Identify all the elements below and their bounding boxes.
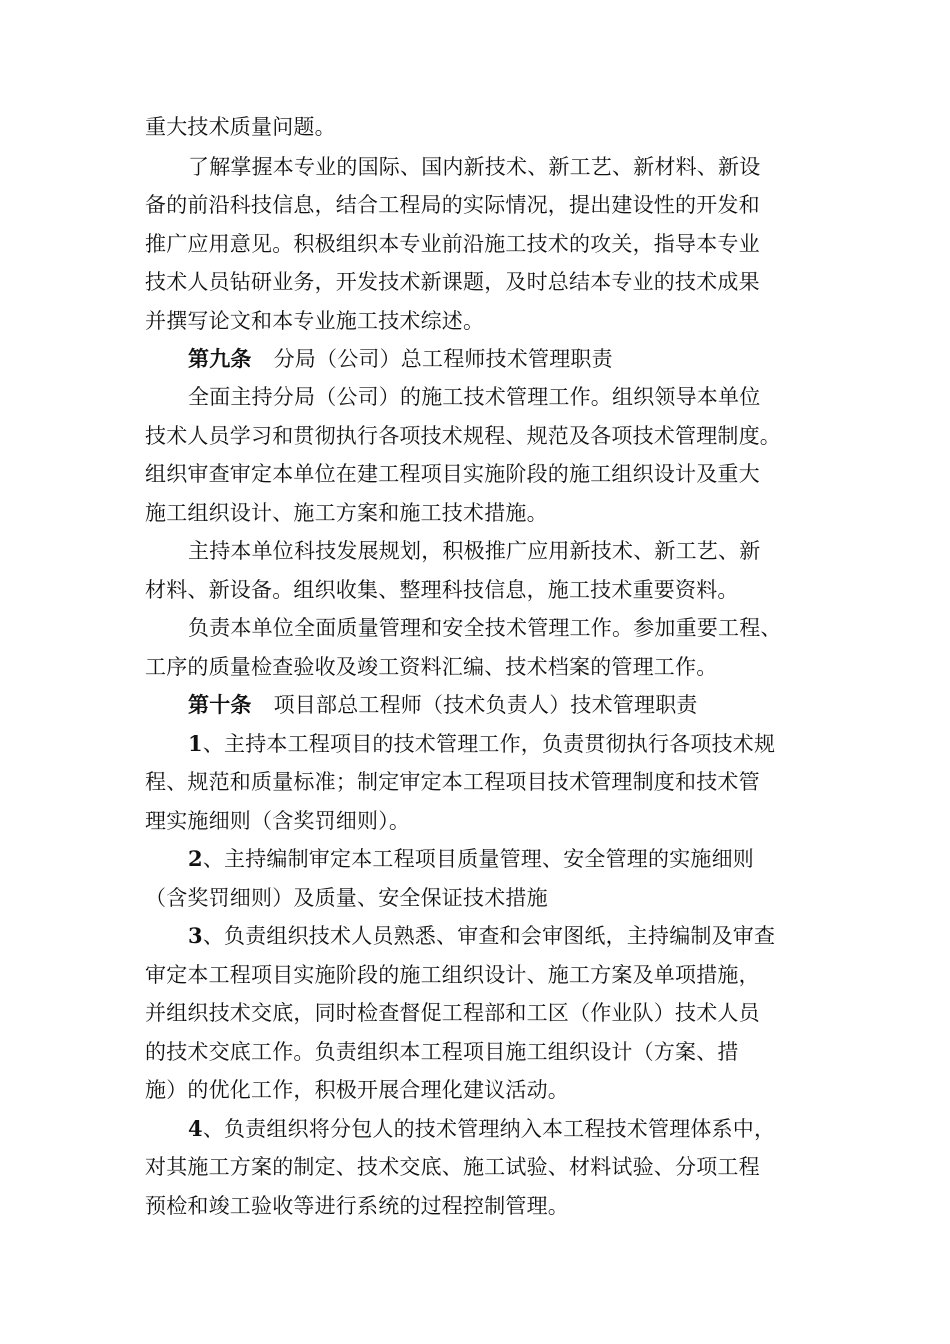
item-number: 1 [188,731,203,756]
article-10-heading [188,686,698,724]
paragraph-line: （含奖罚细则）及质量、安全保证技术措施 [145,886,548,910]
item-text: 、主持本工程项目的技术管理工作，负责贯彻执行各项技术规 [202,732,776,756]
numbered-item-line [188,725,775,763]
paragraph-line: 对其施工方案的制定、技术交底、施工试验、材料试验、分项工程 [145,1155,760,1179]
numbered-item-line [188,1110,775,1148]
paragraph-line: 施）的优化工作，积极开展合理化建议活动。 [145,1078,569,1102]
item-number: 4 [188,1116,203,1141]
paragraph-line: 主持本单位科技发展规划，积极推广应用新技术、新工艺、新 [188,539,761,563]
paragraph-line: 并组织技术交底，同时检查督促工程部和工区（作业队）技术人员 [145,1001,760,1025]
paragraph-line: 预检和竣工验收等进行系统的过程控制管理。 [145,1194,569,1218]
paragraph-line: 了解掌握本专业的国际、国内新技术、新工艺、新材料、新设 [188,155,761,179]
numbered-item-line [188,840,754,878]
item-text: 、主持编制审定本工程项目质量管理、安全管理的实施细则 [202,847,755,871]
paragraph-line: 全面主持分局（公司）的施工技术管理工作。组织领导本单位 [188,385,761,409]
paragraph-line: 备的前沿科技信息，结合工程局的实际情况，提出建设性的开发和 [145,193,760,217]
paragraph-line: 的技术交底工作。负责组织本工程项目施工组织设计（方案、措 [145,1040,739,1064]
article-10-number: 第十条 [188,692,252,717]
paragraph-line: 程、规范和质量标准；制定审定本工程项目技术管理制度和技术管 [145,770,760,794]
paragraph-line: 负责本单位全面质量管理和安全技术管理工作。参加重要工程、 [188,616,782,640]
paragraph-line: 重大技术质量问题。 [145,115,336,139]
paragraph-line: 审定本工程项目实施阶段的施工组织设计、施工方案及单项措施， [145,963,760,987]
paragraph-line: 技术人员学习和贯彻执行各项技术规程、规范及各项技术管理制度。 [145,424,781,448]
paragraph-line: 理实施细则（含奖罚细则）。 [145,809,411,833]
paragraph-line: 技术人员钻研业务，开发技术新课题，及时总结本专业的技术成果 [145,270,760,294]
paragraph-line: 推广应用意见。积极组织本专业前沿施工技术的攻关，指导本专业 [145,232,760,256]
paragraph-line: 组织审查审定本单位在建工程项目实施阶段的施工组织设计及重大 [145,462,760,486]
numbered-item-line [188,917,775,955]
article-10-title: 项目部总工程师（技术负责人）技术管理职责 [273,693,698,717]
item-number: 2 [188,846,203,871]
paragraph-line: 材料、新设备。组织收集、整理科技信息，施工技术重要资料。 [145,578,739,602]
article-9-number: 第九条 [188,346,252,371]
paragraph-line: 工序的质量检查验收及竣工资料汇编、技术档案的管理工作。 [145,655,718,679]
item-text: 、负责组织技术人员熟悉、审查和会审图纸，主持编制及审查 [202,924,776,948]
article-9-heading [188,340,613,378]
article-9-title: 分局（公司）总工程师技术管理职责 [273,347,613,371]
paragraph-line: 施工组织设计、施工方案和施工技术措施。 [145,501,548,525]
paragraph-line: 并撰写论文和本专业施工技术综述。 [145,309,485,333]
item-number: 3 [188,923,203,948]
item-text: 、负责组织将分包人的技术管理纳入本工程技术管理体系中， [202,1117,776,1141]
